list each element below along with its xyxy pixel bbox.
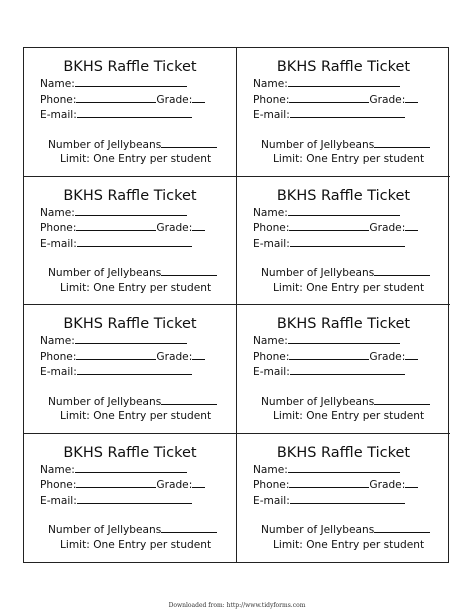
phone-grade-row: [253, 220, 450, 236]
email-row: [40, 493, 236, 509]
phone-label: Phone:: [40, 222, 77, 235]
phone-field[interactable]: [289, 92, 369, 103]
email-field[interactable]: [290, 107, 405, 118]
limit-note: Limit: One Entry per student: [273, 153, 425, 166]
jellybeans-row: [253, 137, 450, 153]
jellybeans-field[interactable]: [374, 522, 430, 533]
raffle-ticket-sheet: [23, 47, 449, 563]
grade-label: Grade:: [156, 93, 193, 106]
grade-field[interactable]: [192, 477, 205, 488]
name-row: [253, 333, 450, 349]
jellybeans-field[interactable]: [374, 394, 430, 405]
jellybeans-label: Number of Jellybeans: [261, 395, 375, 408]
name-label: Name:: [253, 206, 288, 219]
name-label: Name:: [40, 335, 75, 347]
ticket-title: BKHS Raffle Ticket: [276, 444, 411, 461]
raffle-ticket: [24, 305, 237, 434]
jellybeans-label: Number of Jellybeans: [48, 524, 162, 537]
jellybeans-label: Number of Jellybeans: [48, 267, 162, 280]
raffle-ticket: [24, 48, 237, 177]
phone-grade-row: [40, 477, 236, 493]
name-field[interactable]: [288, 205, 400, 216]
grade-label: Grade:: [369, 350, 406, 363]
email-field[interactable]: [77, 107, 192, 118]
name-label: Name:: [253, 335, 288, 347]
ticket-title: BKHS Raffle Ticket: [63, 444, 197, 461]
email-row: [40, 236, 236, 252]
jellybeans-label: Number of Jellybeans: [48, 395, 162, 408]
email-row: [253, 493, 450, 509]
phone-field[interactable]: [76, 220, 156, 231]
ticket-title: BKHS Raffle Ticket: [63, 187, 197, 204]
jellybeans-row: [40, 265, 236, 281]
raffle-ticket: [237, 434, 450, 563]
ticket-title: BKHS Raffle Ticket: [63, 59, 197, 75]
jellybeans-field[interactable]: [161, 394, 217, 405]
grade-field[interactable]: [405, 92, 418, 103]
phone-label: Phone:: [253, 479, 290, 492]
email-field[interactable]: [290, 493, 405, 504]
name-field[interactable]: [75, 205, 187, 216]
name-field[interactable]: [288, 333, 400, 344]
phone-field[interactable]: [289, 349, 369, 360]
email-field[interactable]: [290, 236, 405, 247]
email-label: E-mail:: [40, 366, 77, 379]
phone-label: Phone:: [253, 350, 290, 363]
spacer: [40, 251, 236, 265]
raffle-ticket: [24, 434, 237, 563]
phone-grade-row: [253, 92, 450, 108]
grade-field[interactable]: [192, 349, 205, 360]
spacer: [253, 380, 450, 394]
name-row: [40, 462, 236, 478]
jellybeans-field[interactable]: [161, 522, 217, 533]
phone-field[interactable]: [289, 220, 369, 231]
phone-grade-row: [40, 220, 236, 236]
raffle-ticket: [237, 305, 450, 434]
grade-label: Grade:: [156, 350, 193, 363]
jellybeans-row: [40, 394, 236, 410]
jellybeans-field[interactable]: [374, 137, 430, 148]
email-row: [40, 364, 236, 380]
jellybeans-label: Number of Jellybeans: [261, 138, 375, 151]
email-row: [253, 236, 450, 252]
email-label: E-mail:: [40, 494, 77, 507]
email-field[interactable]: [77, 493, 192, 504]
email-label: E-mail:: [40, 237, 77, 250]
jellybeans-field[interactable]: [374, 265, 430, 276]
grade-label: Grade:: [369, 479, 406, 492]
name-field[interactable]: [75, 462, 187, 473]
name-row: [40, 76, 236, 92]
name-row: [40, 205, 236, 221]
ticket-title: BKHS Raffle Ticket: [63, 316, 197, 332]
grade-label: Grade:: [369, 222, 406, 235]
phone-label: Phone:: [40, 350, 77, 363]
raffle-ticket: [237, 48, 450, 177]
jellybeans-label: Number of Jellybeans: [48, 138, 162, 151]
email-field[interactable]: [77, 364, 192, 375]
jellybeans-field[interactable]: [161, 265, 217, 276]
limit-note: Limit: One Entry per student: [273, 410, 425, 423]
name-field[interactable]: [288, 76, 400, 87]
phone-grade-row: [40, 349, 236, 365]
grade-field[interactable]: [405, 220, 418, 231]
spacer: [253, 123, 450, 137]
email-field[interactable]: [77, 236, 192, 247]
phone-label: Phone:: [253, 222, 290, 235]
limit-note: Limit: One Entry per student: [60, 538, 212, 551]
name-label: Name:: [40, 206, 75, 219]
phone-grade-row: [253, 349, 450, 365]
download-source-footer: Downloaded from: http://www.tidyforms.com: [168, 602, 306, 609]
name-label: Name:: [40, 463, 75, 476]
grade-label: Grade:: [156, 222, 193, 235]
raffle-ticket: [237, 177, 450, 306]
grade-field[interactable]: [192, 92, 205, 103]
jellybeans-row: [40, 522, 236, 538]
jellybeans-label: Number of Jellybeans: [261, 267, 375, 280]
phone-grade-row: [40, 92, 236, 108]
grade-field[interactable]: [405, 349, 418, 360]
raffle-ticket: [24, 177, 237, 306]
phone-label: Phone:: [40, 93, 77, 106]
phone-field[interactable]: [76, 349, 156, 360]
limit-note: Limit: One Entry per student: [60, 281, 212, 294]
name-row: [253, 205, 450, 221]
email-row: [253, 364, 450, 380]
phone-label: Phone:: [40, 479, 77, 492]
ticket-title: BKHS Raffle Ticket: [276, 187, 411, 204]
jellybeans-row: [253, 394, 450, 410]
name-field[interactable]: [75, 76, 187, 87]
name-label: Name:: [40, 78, 75, 90]
phone-field[interactable]: [289, 477, 369, 488]
jellybeans-row: [40, 137, 236, 153]
grade-field[interactable]: [405, 477, 418, 488]
email-row: [40, 107, 236, 123]
email-label: E-mail:: [253, 237, 290, 250]
limit-note: Limit: One Entry per student: [60, 153, 212, 166]
name-field[interactable]: [288, 462, 400, 473]
name-row: [40, 333, 236, 349]
email-label: E-mail:: [253, 366, 290, 379]
phone-field[interactable]: [76, 477, 156, 488]
email-label: E-mail:: [40, 109, 77, 122]
jellybeans-field[interactable]: [161, 137, 217, 148]
name-label: Name:: [253, 78, 288, 90]
grade-field[interactable]: [192, 220, 205, 231]
name-field[interactable]: [75, 333, 187, 344]
ticket-title: BKHS Raffle Ticket: [276, 316, 411, 332]
spacer: [40, 380, 236, 394]
name-label: Name:: [253, 463, 288, 476]
email-row: [253, 107, 450, 123]
grade-label: Grade:: [369, 93, 406, 106]
jellybeans-label: Number of Jellybeans: [261, 524, 375, 537]
grade-label: Grade:: [156, 479, 193, 492]
phone-label: Phone:: [253, 93, 290, 106]
email-label: E-mail:: [253, 494, 290, 507]
limit-note: Limit: One Entry per student: [273, 538, 425, 551]
phone-grade-row: [253, 477, 450, 493]
email-field[interactable]: [290, 364, 405, 375]
email-label: E-mail:: [253, 109, 290, 122]
jellybeans-row: [253, 265, 450, 281]
limit-note: Limit: One Entry per student: [60, 410, 212, 423]
name-row: [253, 76, 450, 92]
spacer: [40, 123, 236, 137]
ticket-title: BKHS Raffle Ticket: [276, 59, 411, 75]
name-row: [253, 462, 450, 478]
jellybeans-row: [253, 522, 450, 538]
spacer: [40, 508, 236, 522]
limit-note: Limit: One Entry per student: [273, 281, 425, 294]
spacer: [253, 251, 450, 265]
phone-field[interactable]: [76, 92, 156, 103]
spacer: [253, 508, 450, 522]
